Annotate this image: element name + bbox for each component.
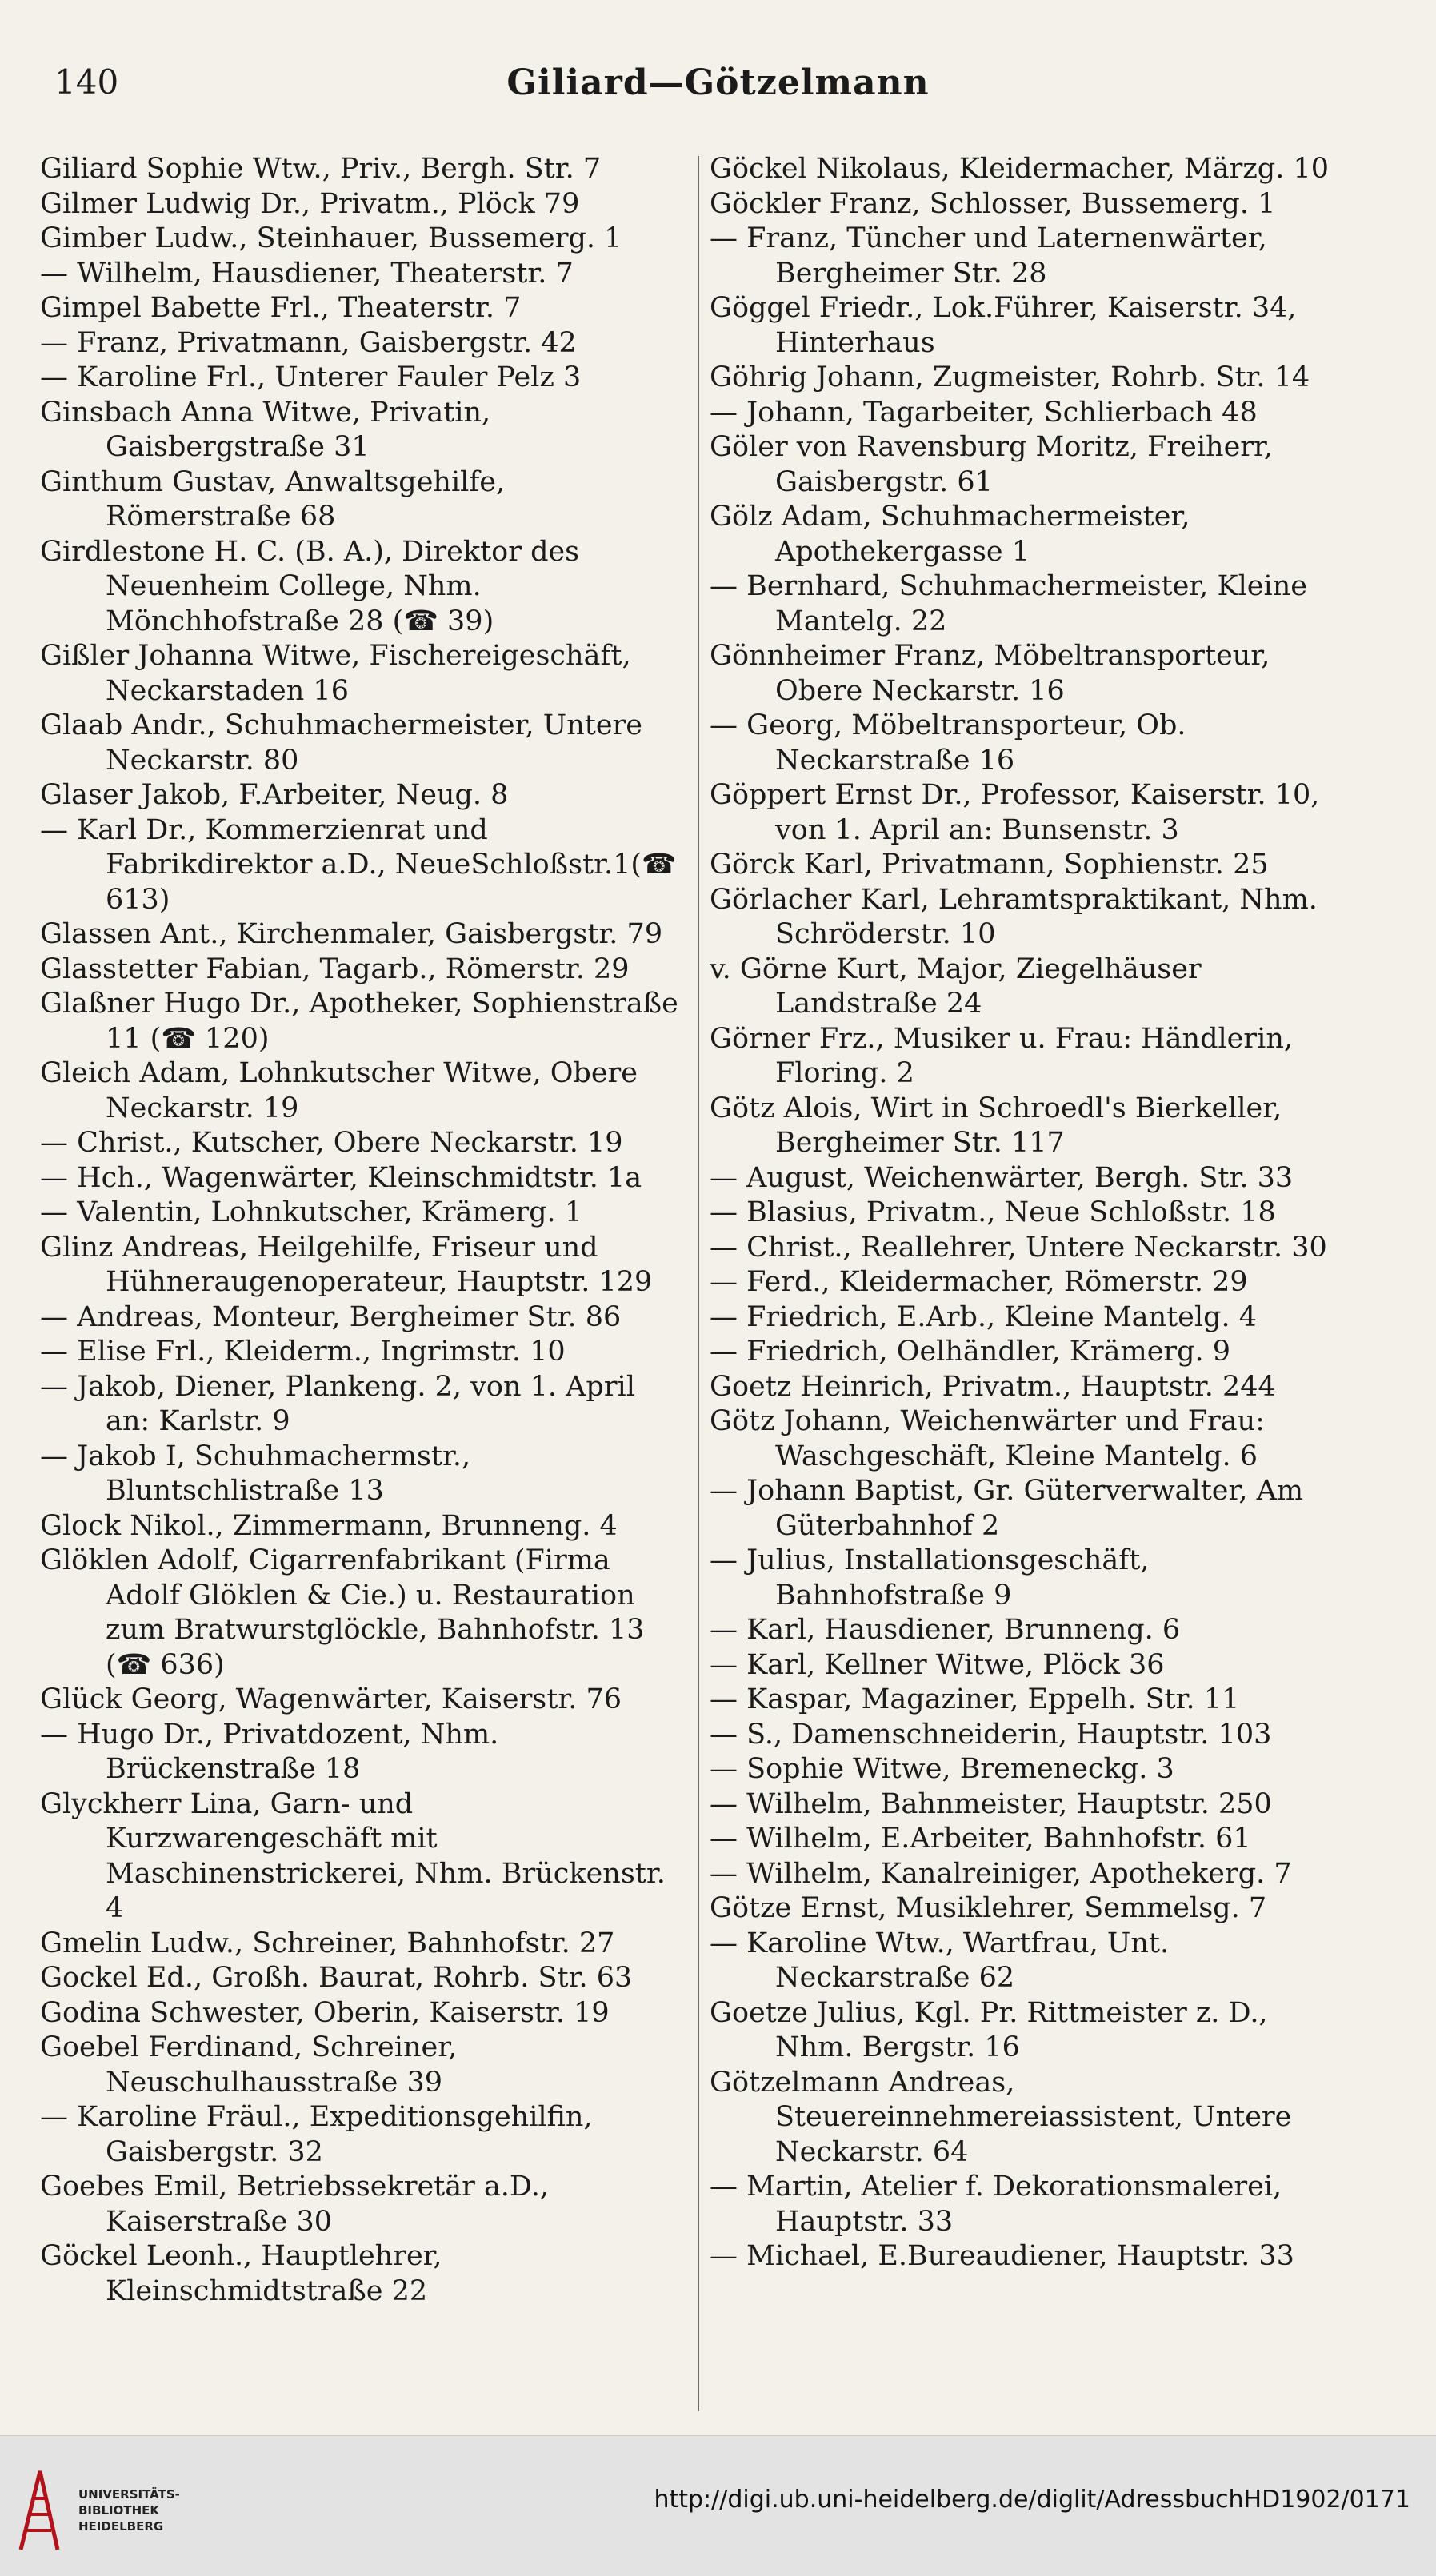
directory-entry: Göhrig Johann, Zugmeister, Rohrb. Str. 14 xyxy=(710,361,1310,393)
directory-entry: — Wilhelm, Kanalreiniger, Apothekerg. 7 xyxy=(710,1857,1292,1890)
directory-entry: Glaßner Hugo Dr., Apotheker, Sophienstraße 11 (☎ 120) xyxy=(40,988,687,1055)
directory-entry: — Georg, Möbeltransporteur, Ob. Neckarstraße 16 xyxy=(710,709,1195,777)
directory-entry: Glück Georg, Wagenwärter, Kaiserstr. 76 xyxy=(40,1683,622,1715)
directory-entry: — Franz, Privatmann, Gaisbergstr. 42 xyxy=(40,326,577,359)
directory-entry: — Jakob I, Schuhmachermstr., Bluntschlistraße 13 xyxy=(40,1440,480,1507)
directory-entry: — Wilhelm, Hausdiener, Theaterstr. 7 xyxy=(40,257,574,290)
page-number: 140 xyxy=(54,62,119,102)
directory-entry: Goebes Emil, Betriebssekretär a.D., Kaiserstraße 30 xyxy=(40,2171,558,2238)
directory-entry: Gimber Ludw., Steinhauer, Bussemerg. 1 xyxy=(40,222,622,254)
permalink-url[interactable]: http://digi.ub.uni-heidelberg.de/diglit/AdressbuchHD1902/0171 xyxy=(654,2486,1410,2514)
directory-entry: — Sophie Witwe, Bremeneckg. 3 xyxy=(710,1753,1174,1785)
logo-line-2: BIBLIOTHEK xyxy=(78,2503,159,2518)
directory-entry: — Martin, Atelier f. Dekorationsmalerei, Hauptstr. 33 xyxy=(710,2171,1291,2238)
directory-entry: Göggel Friedr., Lok.Führer, Kaiserstr. 34, Hinterhaus xyxy=(710,292,1306,359)
logo-line-1: UNIVERSITÄTS- xyxy=(78,2487,180,2502)
directory-entry: — Karl, Hausdiener, Brunneng. 6 xyxy=(710,1614,1181,1646)
library-logo-text xyxy=(78,2486,180,2534)
directory-entry: Gölz Adam, Schuhmachermeister, Apothekergasse 1 xyxy=(710,501,1199,568)
viewer-footer xyxy=(0,2435,1436,2576)
directory-entry: Göckler Franz, Schlosser, Bussemerg. 1 xyxy=(710,187,1276,220)
logo-line-3: HEIDELBERG xyxy=(78,2519,164,2534)
directory-entry: — Christ., Kutscher, Obere Neckarstr. 19 xyxy=(40,1127,623,1159)
directory-entry: — Jakob, Diener, Plankeng. 2, von 1. April an: Karlstr. 9 xyxy=(40,1370,645,1437)
directory-entry: — Franz, Tüncher und Laternenwärter, Bergheimer Str. 28 xyxy=(710,222,1276,290)
directory-entry: Glaab Andr., Schuhmachermeister, Untere Neckarstr. 80 xyxy=(40,709,652,777)
directory-entry: — Elise Frl., Kleiderm., Ingrimstr. 10 xyxy=(40,1336,566,1368)
directory-entry: — August, Weichenwärter, Bergh. Str. 33 xyxy=(710,1161,1294,1194)
directory-entry: Gimpel Babette Frl., Theaterstr. 7 xyxy=(40,292,522,324)
directory-entry: — Karoline Frl., Unterer Fauler Pelz 3 xyxy=(40,361,582,393)
right-column xyxy=(710,152,1350,2274)
directory-entry: Girdlestone H. C. (B. A.), Direktor des Neuenheim College, Nhm. Mönchhofstraße 28 (☎ 39) xyxy=(40,535,589,637)
directory-entry: Glyckherr Lina, Garn- und Kurzwarengeschäft mit Maschinenstrickerei, Nhm. Brückenstr. 4 xyxy=(40,1787,675,1924)
directory-entry: Goetze Julius, Kgl. Pr. Rittmeister z. D., Nhm. Bergstr. 16 xyxy=(710,1996,1277,2063)
university-library-logo-icon xyxy=(16,2466,62,2554)
directory-entry: Godina Schwester, Oberin, Kaiserstr. 19 xyxy=(40,1996,610,2029)
running-title: Giliard—Götzelmann xyxy=(506,62,930,103)
directory-entry: — Kaspar, Magaziner, Eppelh. Str. 11 xyxy=(710,1683,1240,1715)
directory-entry: — Christ., Reallehrer, Untere Neckarstr. 30 xyxy=(710,1231,1327,1264)
directory-entry: — S., Damenschneiderin, Hauptstr. 103 xyxy=(710,1718,1272,1751)
directory-entry: — Valentin, Lohnkutscher, Krämerg. 1 xyxy=(40,1196,583,1228)
directory-entry: — Bernhard, Schuhmachermeister, Kleine Mantelg. 22 xyxy=(710,570,1317,637)
directory-entry: — Karoline Wtw., Wartfrau, Unt. Neckarstraße 62 xyxy=(710,1927,1178,1994)
directory-entry: Görner Frz., Musiker u. Frau: Händlerin, Floring. 2 xyxy=(710,1022,1302,1089)
left-column xyxy=(40,152,687,2309)
directory-entry: — Wilhelm, E.Arbeiter, Bahnhofstr. 61 xyxy=(710,1823,1251,1855)
directory-entry: — Friedrich, Oelhändler, Krämerg. 9 xyxy=(710,1336,1231,1368)
directory-entry: — Johann Baptist, Gr. Güterverwalter, Am Güterbahnhof 2 xyxy=(710,1475,1313,1542)
directory-entry: — Michael, E.Bureaudiener, Hauptstr. 33 xyxy=(710,2240,1294,2272)
directory-entry: — Karl, Kellner Witwe, Plöck 36 xyxy=(710,1648,1165,1681)
directory-entry: Göppert Ernst Dr., Professor, Kaiserstr. 10, von 1. April an: Bunsenstr. 3 xyxy=(710,779,1329,846)
directory-entry: Gilmer Ludwig Dr., Privatm., Plöck 79 xyxy=(40,187,580,220)
directory-entry: — Friedrich, E.Arb., Kleine Mantelg. 4 xyxy=(710,1300,1258,1333)
directory-entry: Götze Ernst, Musiklehrer, Semmelsg. 7 xyxy=(710,1892,1267,1924)
directory-entry: Göler von Ravensburg Moritz, Freiherr, Gaisbergstr. 61 xyxy=(710,431,1282,498)
directory-entry: Giliard Sophie Wtw., Priv., Bergh. Str. 7 xyxy=(40,153,602,185)
directory-entry: Ginthum Gustav, Anwaltsgehilfe, Römerstraße 68 xyxy=(40,465,514,533)
directory-entry: Götz Alois, Wirt in Schroedl's Bierkeller, Bergheimer Str. 117 xyxy=(710,1092,1291,1159)
directory-entry: Götz Johann, Weichenwärter und Frau: Waschgeschäft, Kleine Mantelg. 6 xyxy=(710,1405,1274,1472)
directory-entry: — Hugo Dr., Privatdozent, Nhm. Brückenstraße 18 xyxy=(40,1718,508,1785)
directory-entry: Goebel Ferdinand, Schreiner, Neuschulhausstraße 39 xyxy=(40,2031,466,2099)
directory-entry: Götzelmann Andreas, Steuereinnehmereiassistent, Untere Neckarstr. 64 xyxy=(710,2066,1301,2168)
directory-entry: Glassen Ant., Kirchenmaler, Gaisbergstr. 79 xyxy=(40,918,663,950)
directory-entry: Ginsbach Anna Witwe, Privatin, Gaisbergstraße 31 xyxy=(40,396,500,463)
directory-entry: Glaser Jakob, F.Arbeiter, Neug. 8 xyxy=(40,779,509,811)
directory-entry: Glöklen Adolf, Cigarrenfabrikant (Firma Adolf Glöklen & Cie.) u. Restauration zum Bratwurstglöckle, Bahnhofstr. 13 (☎ 636) xyxy=(40,1544,654,1681)
directory-entry: Görck Karl, Privatmann, Sophienstr. 25 xyxy=(710,849,1269,881)
directory-entry: — Karoline Fräul., Expeditionsgehilfin, Gaisbergstr. 32 xyxy=(40,2101,602,2168)
directory-entry: — Andreas, Monteur, Bergheimer Str. 86 xyxy=(40,1300,622,1333)
directory-entry: Gleich Adam, Lohnkutscher Witwe, Obere Neckarstr. 19 xyxy=(40,1057,647,1124)
directory-entry: Glock Nikol., Zimmermann, Brunneng. 4 xyxy=(40,1509,618,1542)
directory-entry: Glinz Andreas, Heilgehilfe, Friseur und Hühneraugenoperateur, Hauptstr. 129 xyxy=(40,1231,653,1298)
directory-entry: Gißler Johanna Witwe, Fischereigeschäft, Neckarstaden 16 xyxy=(40,640,640,707)
directory-entry: Goetz Heinrich, Privatm., Hauptstr. 244 xyxy=(710,1370,1276,1403)
directory-entry: — Julius, Installationsgeschäft, Bahnhofstraße 9 xyxy=(710,1544,1158,1611)
column-divider xyxy=(698,156,699,2411)
directory-entry: Göckel Leonh., Hauptlehrer, Kleinschmidtstraße 22 xyxy=(40,2240,451,2307)
directory-entry: — Hch., Wagenwärter, Kleinschmidtstr. 1a xyxy=(40,1161,642,1194)
directory-entry: Görlacher Karl, Lehramtspraktikant, Nhm. Schröderstr. 10 xyxy=(710,883,1327,950)
directory-entry: Göckel Nikolaus, Kleidermacher, Märzg. 10 xyxy=(710,153,1329,185)
directory-entry: — Karl Dr., Kommerzienrat und Fabrikdirektor a.D., NeueSchloßstr.1(☎ 613) xyxy=(40,813,686,916)
directory-entry: Gmelin Ludw., Schreiner, Bahnhofstr. 27 xyxy=(40,1927,615,1959)
directory-entry: — Blasius, Privatm., Neue Schloßstr. 18 xyxy=(710,1196,1276,1228)
directory-entry: Glasstetter Fabian, Tagarb., Römerstr. 29 xyxy=(40,953,630,985)
directory-entry: v. Görne Kurt, Major, Ziegelhäuser Landstraße 24 xyxy=(710,953,1210,1020)
directory-entry: — Wilhelm, Bahnmeister, Hauptstr. 250 xyxy=(710,1787,1272,1820)
directory-entry: Gönnheimer Franz, Möbeltransporteur, Obere Neckarstr. 16 xyxy=(710,640,1279,707)
directory-entry: — Johann, Tagarbeiter, Schlierbach 48 xyxy=(710,396,1258,429)
directory-entry: Gockel Ed., Großh. Baurat, Rohrb. Str. 63 xyxy=(40,1962,633,1994)
directory-entry: — Ferd., Kleidermacher, Römerstr. 29 xyxy=(710,1266,1248,1298)
